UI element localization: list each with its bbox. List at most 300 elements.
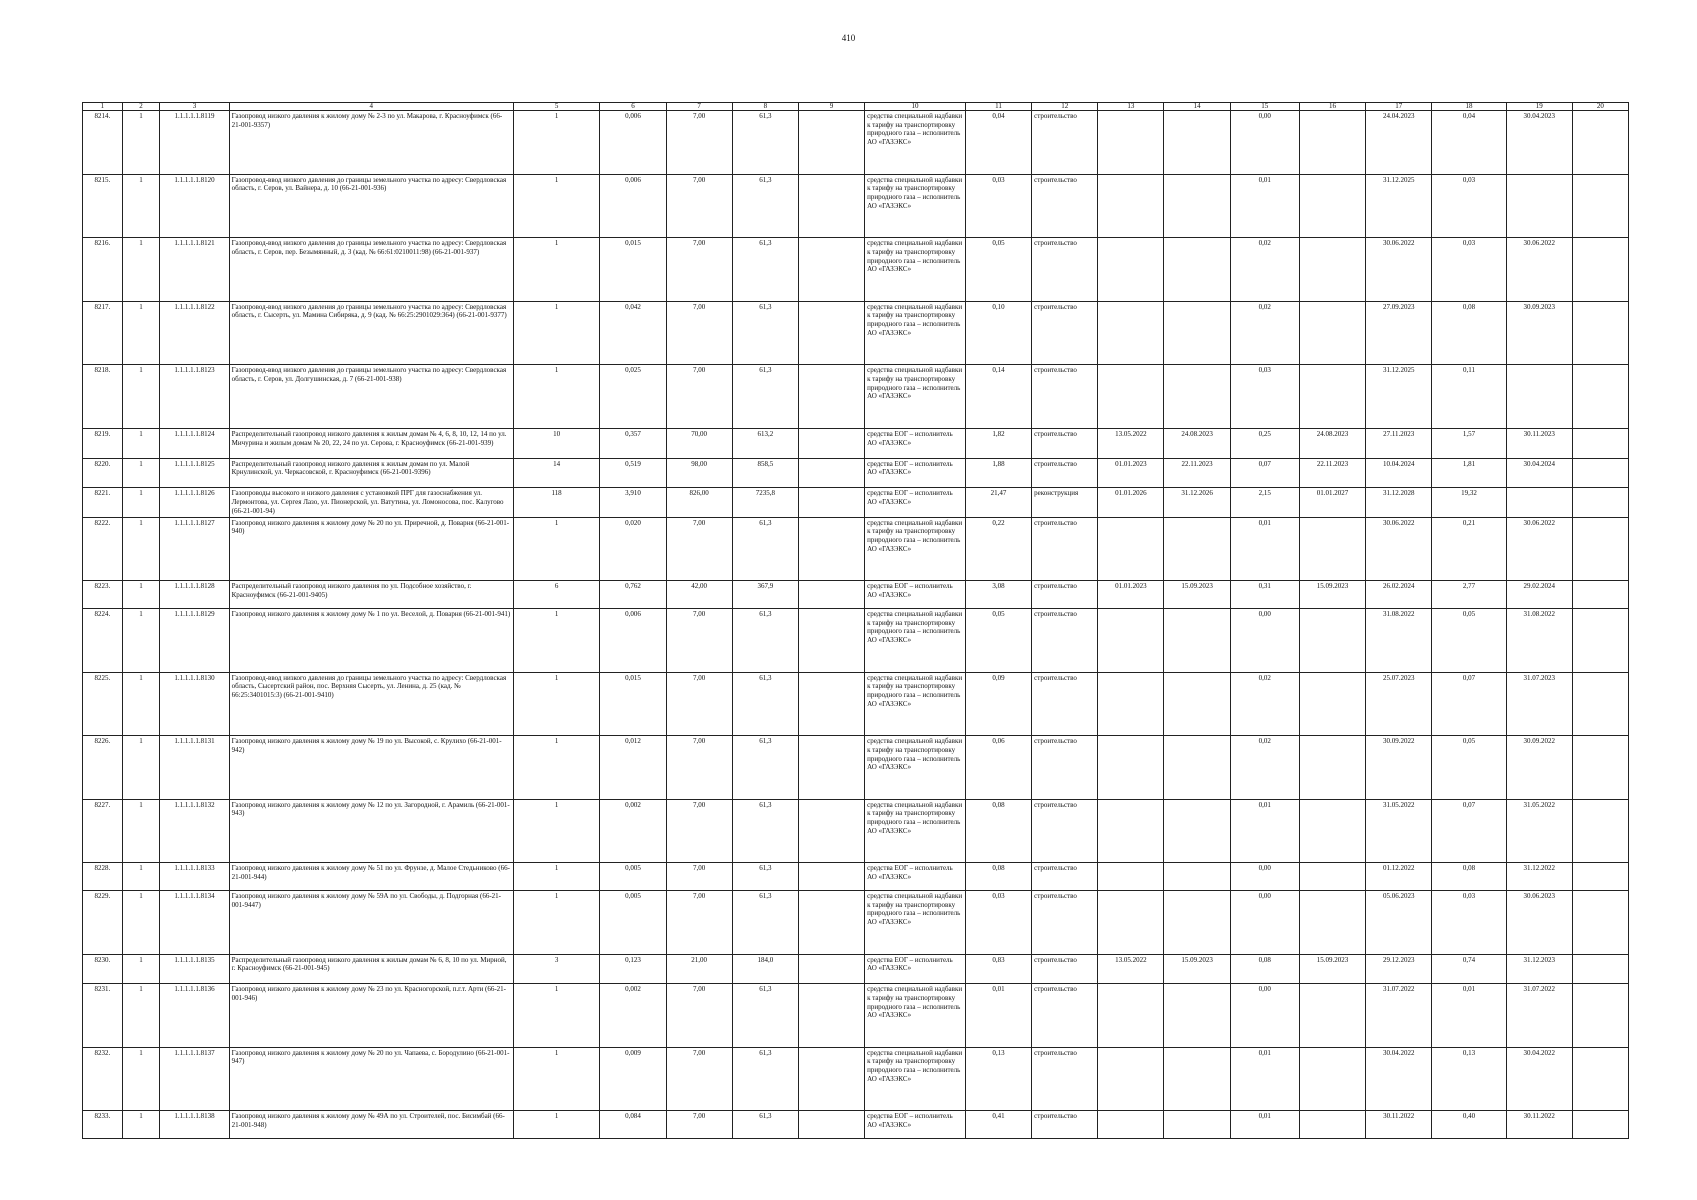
table-cell <box>1299 672 1365 736</box>
table-cell <box>1299 238 1365 302</box>
table-cell: 1 <box>122 488 160 518</box>
table-cell: 1 <box>122 428 160 458</box>
table-row <box>83 954 1629 984</box>
column-header: 5 <box>513 103 600 111</box>
table-cell: 0,042 <box>600 301 666 365</box>
table-cell: 7,00 <box>666 174 732 238</box>
table-cell: 31.07.2023 <box>1506 672 1572 736</box>
table-cell: 0,00 <box>1230 984 1299 1048</box>
table-cell: 0,83 <box>965 954 1031 984</box>
table-cell: 0,02 <box>1230 672 1299 736</box>
table-cell <box>1572 174 1628 238</box>
table-cell: 0,13 <box>1432 1047 1506 1111</box>
table-cell: 1.1.1.1.1.8126 <box>160 488 229 518</box>
table-cell <box>1299 1111 1365 1139</box>
table-cell: 8226. <box>83 736 123 800</box>
table-cell: 6 <box>513 581 600 609</box>
table-cell <box>798 581 864 609</box>
table-cell: 13.05.2022 <box>1098 954 1164 984</box>
table-cell: строительство <box>1032 672 1098 736</box>
table-cell: 0,009 <box>600 1047 666 1111</box>
table-cell: 0,00 <box>1230 863 1299 891</box>
table-cell <box>798 428 864 458</box>
table-cell: 61,3 <box>732 517 798 581</box>
table-cell: 1 <box>122 799 160 863</box>
table-cell: 0,05 <box>965 608 1031 672</box>
table-cell: 61,3 <box>732 984 798 1048</box>
table-cell: средства ЕОГ – исполнитель АО «ГАЗЭКС» <box>865 863 966 891</box>
page-number: 410 <box>841 33 856 43</box>
table-cell <box>1572 672 1628 736</box>
table-cell: 0,21 <box>1432 517 1506 581</box>
column-header: 1 <box>83 103 123 111</box>
table-cell: 10 <box>513 428 600 458</box>
table-cell: 0,08 <box>1432 863 1506 891</box>
table-cell: 27.09.2023 <box>1366 301 1432 365</box>
table-cell: 0,002 <box>600 984 666 1048</box>
table-cell: 0,10 <box>965 301 1031 365</box>
table-cell: 1 <box>513 1047 600 1111</box>
table-body <box>83 111 1629 1139</box>
table-cell: 31.07.2022 <box>1366 984 1432 1048</box>
table-cell: Газопровод низкого давления к жилому дому № 1 по ул. Веселой, д. Поварня (66-21-001-941) <box>229 608 513 672</box>
table-cell <box>1572 890 1628 954</box>
table-cell: 8219. <box>83 428 123 458</box>
table-cell: средства ЕОГ – исполнитель АО «ГАЗЭКС» <box>865 458 966 488</box>
table-cell <box>798 174 864 238</box>
table-cell: 1 <box>513 301 600 365</box>
table-cell <box>1164 608 1230 672</box>
table-cell <box>1098 365 1164 429</box>
table-cell: 8224. <box>83 608 123 672</box>
table-cell: 31.05.2022 <box>1366 799 1432 863</box>
table-cell: 30.09.2022 <box>1506 736 1572 800</box>
table-cell: 15.09.2023 <box>1299 954 1365 984</box>
table-row <box>83 984 1629 1048</box>
table-cell: 22.11.2023 <box>1164 458 1230 488</box>
table-cell: 22.11.2023 <box>1299 458 1365 488</box>
table-cell <box>798 608 864 672</box>
table-cell: 0,020 <box>600 517 666 581</box>
table-cell: 30.04.2023 <box>1506 111 1572 175</box>
table-cell: 0,03 <box>965 174 1031 238</box>
table-cell: 25.07.2023 <box>1366 672 1432 736</box>
table-cell: 0,08 <box>1432 301 1506 365</box>
table-cell: 0,02 <box>1230 736 1299 800</box>
table-cell: 7,00 <box>666 736 732 800</box>
table-cell <box>1299 301 1365 365</box>
table-cell: строительство <box>1032 608 1098 672</box>
table-cell <box>798 736 864 800</box>
table-cell: 30.06.2022 <box>1506 238 1572 302</box>
table-cell: 7,00 <box>666 672 732 736</box>
table-cell <box>1164 517 1230 581</box>
table-cell: 1 <box>122 365 160 429</box>
table-cell: средства специальной надбавки к тарифу на транспортировку природного газа – исполнитель АО «ГАЗЭКС» <box>865 799 966 863</box>
table-cell: 8218. <box>83 365 123 429</box>
table-cell: 2,15 <box>1230 488 1299 518</box>
table-cell: средства ЕОГ – исполнитель АО «ГАЗЭКС» <box>865 581 966 609</box>
table-row <box>83 428 1629 458</box>
table-cell: 1.1.1.1.1.8130 <box>160 672 229 736</box>
table-cell <box>1572 608 1628 672</box>
table-cell: 31.12.2025 <box>1366 174 1432 238</box>
table-cell: 61,3 <box>732 1047 798 1111</box>
table-cell: 98,00 <box>666 458 732 488</box>
column-header: 6 <box>600 103 666 111</box>
table-cell: 13.05.2022 <box>1098 428 1164 458</box>
table-cell: 0,01 <box>1230 1111 1299 1139</box>
table-cell <box>1299 608 1365 672</box>
table-row <box>83 488 1629 518</box>
table-cell: Газопровод низкого давления к жилому дому № 20 по ул. Чапаева, с. Бородулино (66-21-001-947) <box>229 1047 513 1111</box>
table-cell: 61,3 <box>732 1111 798 1139</box>
table-cell: 0,22 <box>965 517 1031 581</box>
table-cell: 0,03 <box>1432 238 1506 302</box>
table-cell <box>1572 488 1628 518</box>
table-cell: 0,04 <box>1432 111 1506 175</box>
table-cell: 1.1.1.1.1.8137 <box>160 1047 229 1111</box>
table-cell: 8229. <box>83 890 123 954</box>
table-cell: средства ЕОГ – исполнитель АО «ГАЗЭКС» <box>865 954 966 984</box>
table-cell: 0,03 <box>1432 174 1506 238</box>
table-cell: 0,13 <box>965 1047 1031 1111</box>
table-cell: 1 <box>513 672 600 736</box>
table-cell: 31.12.2023 <box>1506 954 1572 984</box>
table-cell: 0,25 <box>1230 428 1299 458</box>
table-cell: 0,08 <box>1230 954 1299 984</box>
table-row <box>83 365 1629 429</box>
table-cell: Газопровод низкого давления к жилому дому № 20 по ул. Приречной, д. Поварня (66-21-001-940) <box>229 517 513 581</box>
table-cell: 30.06.2022 <box>1506 517 1572 581</box>
table-cell <box>1098 890 1164 954</box>
table-cell: 1 <box>513 111 600 175</box>
table-cell: 61,3 <box>732 672 798 736</box>
table-cell <box>798 301 864 365</box>
table-cell <box>798 984 864 1048</box>
table-cell: 31.08.2022 <box>1366 608 1432 672</box>
table-cell: средства специальной надбавки к тарифу на транспортировку природного газа – исполнитель АО «ГАЗЭКС» <box>865 111 966 175</box>
table-cell: 31.12.2025 <box>1366 365 1432 429</box>
table-cell <box>798 1111 864 1139</box>
table-cell: 61,3 <box>732 608 798 672</box>
table-cell: 613,2 <box>732 428 798 458</box>
table-cell: строительство <box>1032 1111 1098 1139</box>
table-row <box>83 1047 1629 1111</box>
table-row <box>83 301 1629 365</box>
table-cell: 858,5 <box>732 458 798 488</box>
table-cell: 1 <box>122 1111 160 1139</box>
table-cell: средства специальной надбавки к тарифу на транспортировку природного газа – исполнитель АО «ГАЗЭКС» <box>865 301 966 365</box>
table-cell: 1 <box>122 608 160 672</box>
column-number-row <box>83 103 1629 111</box>
table-row <box>83 1111 1629 1139</box>
table-cell <box>1098 863 1164 891</box>
table-cell: средства специальной надбавки к тарифу на транспортировку природного газа – исполнитель АО «ГАЗЭКС» <box>865 984 966 1048</box>
table-cell: 8221. <box>83 488 123 518</box>
table-cell: 0,357 <box>600 428 666 458</box>
table-cell: 0,00 <box>1230 890 1299 954</box>
table-cell: 0,002 <box>600 799 666 863</box>
table-cell: 1 <box>513 608 600 672</box>
table-cell: 31.07.2022 <box>1506 984 1572 1048</box>
table-cell <box>1164 111 1230 175</box>
table-cell: 70,00 <box>666 428 732 458</box>
table-cell: 1 <box>122 458 160 488</box>
table-cell: 2,77 <box>1432 581 1506 609</box>
table-cell: Газопровод низкого давления к жилому дому № 19 по ул. Высокой, с. Крулихо (66-21-001-942) <box>229 736 513 800</box>
table-cell: 0,11 <box>1432 365 1506 429</box>
column-header: 3 <box>160 103 229 111</box>
table-cell: 1 <box>513 174 600 238</box>
table-cell <box>1098 517 1164 581</box>
table-cell: 30.09.2023 <box>1506 301 1572 365</box>
table-cell: 7,00 <box>666 799 732 863</box>
table-cell: 0,09 <box>965 672 1031 736</box>
table-cell: 1.1.1.1.1.8134 <box>160 890 229 954</box>
table-cell <box>1572 428 1628 458</box>
table-cell: Газопровод низкого давления к жилому дому № 12 по ул. Загородной, г. Арамиль (66-21-001-943) <box>229 799 513 863</box>
table-cell: 29.02.2024 <box>1506 581 1572 609</box>
table-cell: 61,3 <box>732 238 798 302</box>
table-cell: 30.06.2023 <box>1506 890 1572 954</box>
table-cell: 21,47 <box>965 488 1031 518</box>
table-cell: 1.1.1.1.1.8125 <box>160 458 229 488</box>
table-cell <box>1506 365 1572 429</box>
table-cell <box>1164 1047 1230 1111</box>
table-cell: 0,74 <box>1432 954 1506 984</box>
table-cell <box>1164 736 1230 800</box>
table-cell: 0,31 <box>1230 581 1299 609</box>
table-cell: 61,3 <box>732 111 798 175</box>
table-cell: 24.08.2023 <box>1164 428 1230 458</box>
column-header: 17 <box>1366 103 1432 111</box>
table-cell: 0,14 <box>965 365 1031 429</box>
table-cell: 0,40 <box>1432 1111 1506 1139</box>
table-cell: строительство <box>1032 111 1098 175</box>
table-cell: 7,00 <box>666 111 732 175</box>
table-cell: Газопровод низкого давления к жилому дому № 59А по ул. Свободы, д. Подгорная (66-21-001-9447) <box>229 890 513 954</box>
table-cell: 118 <box>513 488 600 518</box>
table-cell <box>1572 111 1628 175</box>
table-cell: 0,06 <box>965 736 1031 800</box>
column-header: 18 <box>1432 103 1506 111</box>
table-cell <box>1098 174 1164 238</box>
table-cell <box>1299 736 1365 800</box>
table-cell: 31.12.2028 <box>1366 488 1432 518</box>
table-cell: 7,00 <box>666 517 732 581</box>
table-cell: 1.1.1.1.1.8136 <box>160 984 229 1048</box>
table-cell: 0,084 <box>600 1111 666 1139</box>
table-cell: 61,3 <box>732 174 798 238</box>
table-cell: 1 <box>513 863 600 891</box>
table-cell: 8220. <box>83 458 123 488</box>
table-cell: 1 <box>513 238 600 302</box>
table-cell: 1.1.1.1.1.8133 <box>160 863 229 891</box>
table-cell <box>1098 1111 1164 1139</box>
table-cell <box>1299 365 1365 429</box>
table-cell: 7,00 <box>666 608 732 672</box>
table-cell <box>1572 1111 1628 1139</box>
table-cell <box>1164 238 1230 302</box>
table-cell: 1 <box>122 174 160 238</box>
table-cell: 24.04.2023 <box>1366 111 1432 175</box>
column-header: 20 <box>1572 103 1628 111</box>
table-cell: 0,006 <box>600 608 666 672</box>
table-cell <box>1164 890 1230 954</box>
table-cell: 0,01 <box>965 984 1031 1048</box>
table-cell: 0,41 <box>965 1111 1031 1139</box>
table-cell: 01.01.2023 <box>1098 581 1164 609</box>
table-cell: реконструкция <box>1032 488 1098 518</box>
table-row <box>83 863 1629 891</box>
table-cell: 0,012 <box>600 736 666 800</box>
table-cell: 7,00 <box>666 238 732 302</box>
table-cell: строительство <box>1032 174 1098 238</box>
table-cell <box>798 863 864 891</box>
table-cell: 1.1.1.1.1.8128 <box>160 581 229 609</box>
table-cell: 1 <box>122 954 160 984</box>
table-cell: 1.1.1.1.1.8122 <box>160 301 229 365</box>
table-cell: 0,05 <box>1432 736 1506 800</box>
table-cell <box>798 672 864 736</box>
table-cell: 0,005 <box>600 863 666 891</box>
table-cell: 826,00 <box>666 488 732 518</box>
table-cell <box>1572 736 1628 800</box>
table-cell <box>798 365 864 429</box>
table-cell: 3,910 <box>600 488 666 518</box>
table-cell <box>1299 174 1365 238</box>
table-cell: 0,015 <box>600 238 666 302</box>
table-cell: 1 <box>122 238 160 302</box>
table-cell: Газопровод низкого давления к жилому дому № 51 по ул. Фрунзе, д. Малое Стедьниково (66-21-001-944) <box>229 863 513 891</box>
table-cell <box>1098 301 1164 365</box>
table-cell: 1 <box>513 799 600 863</box>
table-cell: 21,00 <box>666 954 732 984</box>
table-cell: 0,006 <box>600 174 666 238</box>
table-cell <box>1164 799 1230 863</box>
table-cell: строительство <box>1032 736 1098 800</box>
table-cell: 61,3 <box>732 736 798 800</box>
table-cell: 0,005 <box>600 890 666 954</box>
table-cell: 30.06.2022 <box>1366 517 1432 581</box>
table-cell: 01.01.2023 <box>1098 458 1164 488</box>
table-cell <box>798 890 864 954</box>
table-cell <box>1572 458 1628 488</box>
table-cell <box>1572 863 1628 891</box>
table-cell: 31.12.2022 <box>1506 863 1572 891</box>
table-cell: 1.1.1.1.1.8121 <box>160 238 229 302</box>
table-cell: 24.08.2023 <box>1299 428 1365 458</box>
table-cell: 1 <box>122 1047 160 1111</box>
table-cell <box>1098 1047 1164 1111</box>
table-cell: 8215. <box>83 174 123 238</box>
table-cell <box>1098 984 1164 1048</box>
table-cell: средства ЕОГ – исполнитель АО «ГАЗЭКС» <box>865 1111 966 1139</box>
table-cell: строительство <box>1032 984 1098 1048</box>
table-cell <box>1164 672 1230 736</box>
table-cell: строительство <box>1032 428 1098 458</box>
table-cell: строительство <box>1032 365 1098 429</box>
table-cell: 14 <box>513 458 600 488</box>
table-cell: 30.11.2022 <box>1366 1111 1432 1139</box>
table-cell: строительство <box>1032 1047 1098 1111</box>
table-cell <box>798 111 864 175</box>
table-cell: 367,9 <box>732 581 798 609</box>
table-cell <box>1506 488 1572 518</box>
table-cell: строительство <box>1032 890 1098 954</box>
table-cell <box>1572 799 1628 863</box>
table-cell: средства специальной надбавки к тарифу на транспортировку природного газа – исполнитель АО «ГАЗЭКС» <box>865 890 966 954</box>
table-cell: 1 <box>513 890 600 954</box>
table-cell: 0,05 <box>1432 608 1506 672</box>
table-cell: 8217. <box>83 301 123 365</box>
table-cell <box>1572 954 1628 984</box>
table-cell: 0,07 <box>1432 799 1506 863</box>
table-cell: Распределительный газопровод низкого давления к жилым домам № 4, 6, 8, 10, 12, 14 по ул. Мичурина и жилым домам № 20, 22, 24 по ул. Серова, г. Красноуфимск (66-21-001-939) <box>229 428 513 458</box>
table-cell: 1 <box>513 517 600 581</box>
table-cell: 8233. <box>83 1111 123 1139</box>
table-cell: 8223. <box>83 581 123 609</box>
table-cell: средства ЕОГ – исполнитель АО «ГАЗЭКС» <box>865 428 966 458</box>
column-header: 12 <box>1032 103 1098 111</box>
table-cell: 15.09.2023 <box>1164 581 1230 609</box>
table-cell <box>798 954 864 984</box>
table-cell: 15.09.2023 <box>1164 954 1230 984</box>
column-header: 14 <box>1164 103 1230 111</box>
table-row <box>83 581 1629 609</box>
table-cell: 1.1.1.1.1.8123 <box>160 365 229 429</box>
table-cell: строительство <box>1032 863 1098 891</box>
table-cell: 184,0 <box>732 954 798 984</box>
table-cell <box>798 1047 864 1111</box>
table-cell: Газопровод низкого давления к жилому дому № 23 по ул. Красногорской, п.г.т. Арти (66-21-001-946) <box>229 984 513 1048</box>
column-header: 16 <box>1299 103 1365 111</box>
table-cell: 0,07 <box>1230 458 1299 488</box>
table-row <box>83 238 1629 302</box>
table-cell: 0,03 <box>965 890 1031 954</box>
table-cell: Распределительный газопровод низкого давления к жилым домам № 6, 8, 10 по ул. Мирной, г. Красноуфимск (66-21-001-945) <box>229 954 513 984</box>
table-cell: 61,3 <box>732 301 798 365</box>
table-cell: 01.01.2027 <box>1299 488 1365 518</box>
table-cell: 1 <box>122 984 160 1048</box>
table-cell: 1,81 <box>1432 458 1506 488</box>
table-cell <box>798 799 864 863</box>
table-cell <box>798 238 864 302</box>
table-cell: 1.1.1.1.1.8131 <box>160 736 229 800</box>
table-cell: 1,88 <box>965 458 1031 488</box>
column-header: 4 <box>229 103 513 111</box>
column-header: 8 <box>732 103 798 111</box>
table-cell: 30.04.2024 <box>1506 458 1572 488</box>
table-cell: 1.1.1.1.1.8119 <box>160 111 229 175</box>
table-cell <box>1098 608 1164 672</box>
table-cell: 0,01 <box>1432 984 1506 1048</box>
column-header: 13 <box>1098 103 1164 111</box>
table-cell: 30.06.2022 <box>1366 238 1432 302</box>
table-cell: 3 <box>513 954 600 984</box>
table-cell <box>1098 672 1164 736</box>
column-header: 9 <box>798 103 864 111</box>
table-cell: 31.08.2022 <box>1506 608 1572 672</box>
table-cell: 01.12.2022 <box>1366 863 1432 891</box>
table-row <box>83 458 1629 488</box>
table-cell: 1 <box>122 736 160 800</box>
table-cell: строительство <box>1032 458 1098 488</box>
table-row <box>83 736 1629 800</box>
table-cell: средства специальной надбавки к тарифу на транспортировку природного газа – исполнитель АО «ГАЗЭКС» <box>865 1047 966 1111</box>
table-row <box>83 672 1629 736</box>
